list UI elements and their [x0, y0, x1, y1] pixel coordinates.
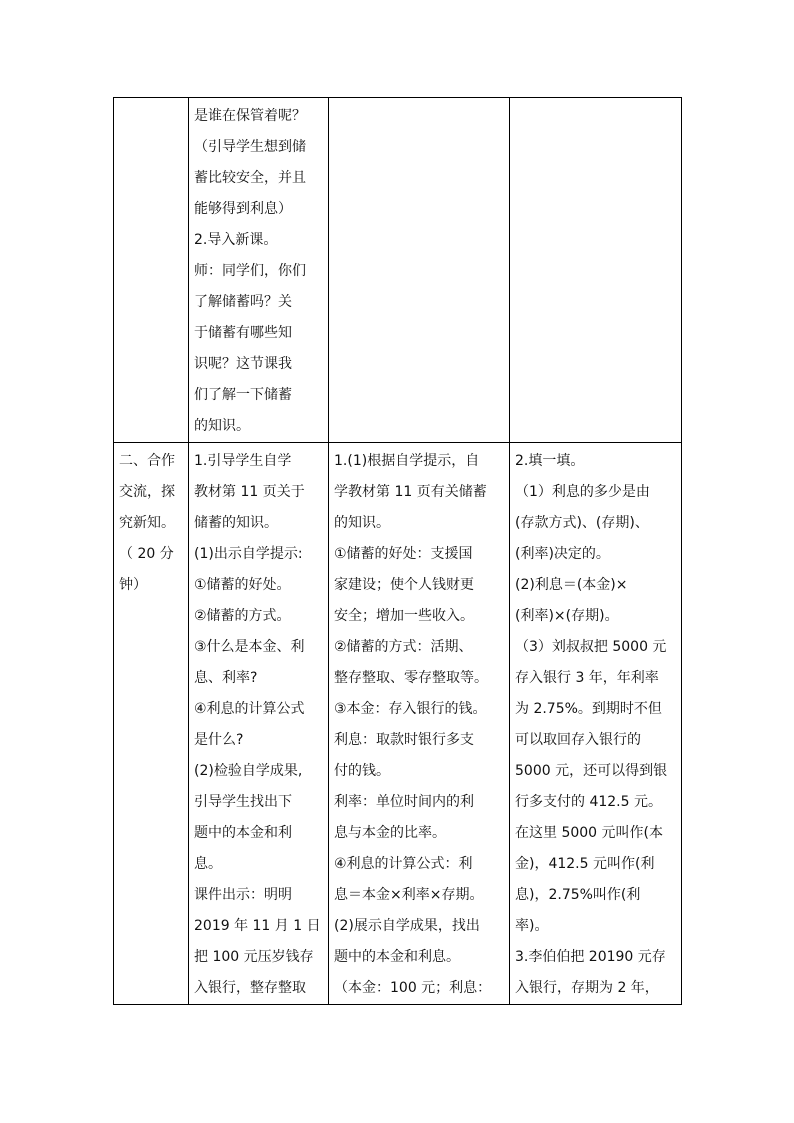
- cell-text-line: 5000 元，还可以得到银: [515, 763, 668, 779]
- cell-text-line: 安全；增加一些收入。: [334, 608, 474, 624]
- cell-text-line: 整存整取、零存整取等。: [334, 670, 488, 686]
- cell-text-line: (2)展示自学成果，找出: [334, 918, 480, 934]
- cell-text-line: 2.填一填。: [515, 453, 585, 469]
- cell-text-line: 行多支付的 412.5 元。: [515, 794, 662, 810]
- cell-text-line: ①储蓄的好处。: [194, 577, 291, 593]
- cell-text-line: 家建设；使个人钱财更: [334, 577, 474, 593]
- cell-text-line: 入银行，整存整取: [194, 980, 306, 996]
- cell-text-line: 入银行，存期为 2 年，: [515, 980, 659, 996]
- cell-text-line: 交流，探: [119, 484, 175, 500]
- cell-text-line: 钟）: [119, 577, 147, 593]
- cell-text-line: 教材第 11 页关于: [194, 484, 305, 500]
- cell-text-line: 师：同学们，你们: [194, 263, 306, 279]
- cell-text-line: 利息：取款时银行多支: [334, 732, 474, 748]
- exercise-cell: [510, 98, 682, 443]
- cell-text-line: (存款方式)、(存期)、: [515, 515, 649, 531]
- cell-text-line: 的知识。: [334, 515, 390, 531]
- cell-text-line: （1）利息的多少是由: [515, 484, 650, 500]
- cell-text-line: 的知识。: [194, 418, 250, 434]
- cell-text-line: 把 100 元压岁钱存: [194, 949, 314, 965]
- cell-text-line: 率)。: [515, 918, 549, 934]
- student-activity-cell: [329, 98, 510, 443]
- cell-text-line: 二、合作: [119, 453, 175, 469]
- cell-text-line: 1.(1)根据自学提示，自: [334, 453, 480, 469]
- cell-text-line: 3.李伯伯把 20190 元存: [515, 949, 666, 965]
- cell-text-line: 引导学生找出下: [194, 794, 292, 810]
- cell-text-line: 利率：单位时间内的利: [334, 794, 474, 810]
- cell-text-line: (2)利息＝(本金)×: [515, 577, 628, 593]
- cell-text-line: 息与本金的比率。: [334, 825, 446, 841]
- cell-text-line: ③什么是本金、利: [194, 639, 305, 655]
- cell-text-line: 息、利率?: [194, 670, 258, 686]
- cell-text-line: 储蓄的知识。: [194, 515, 278, 531]
- stage-cell: [114, 443, 189, 1005]
- cell-text-line: 是谁在保管着呢？: [194, 108, 306, 124]
- cell-text-line: (1)出示自学提示:: [194, 546, 303, 562]
- cell-text-line: 们了解一下储蓄: [194, 387, 292, 403]
- cell-text-line: 为 2.75%。到期时不但: [515, 701, 662, 717]
- cell-text-line: 能够得到利息）: [194, 201, 292, 217]
- cell-text-line: 题中的本金和利: [194, 825, 292, 841]
- cell-text-line: （3）刘叔叔把 5000 元: [515, 639, 667, 655]
- cell-text-line: 可以取回存入银行的: [515, 732, 641, 748]
- cell-text-line: 在这里 5000 元叫作(本: [515, 825, 663, 841]
- cell-text-line: （引导学生想到储: [194, 139, 306, 155]
- cell-text-line: 题中的本金和利息。: [334, 949, 460, 965]
- cell-text-line: ④利息的计算公式: [194, 701, 305, 717]
- cell-text-line: (利率)×(存期)。: [515, 608, 619, 624]
- cell-text-line: ②储蓄的方式。: [194, 608, 291, 624]
- cell-text-line: ③本金：存入银行的钱。: [334, 701, 487, 717]
- exercise-cell: [510, 443, 682, 1005]
- cell-text-line: 识呢？这节课我: [194, 356, 292, 372]
- cell-text-line: 是什么?: [194, 732, 244, 748]
- cell-text-line: 息。: [194, 856, 222, 872]
- cell-text-line: 课件出示：明明: [194, 887, 292, 903]
- cell-text-line: 金)，412.5 元叫作(利: [515, 856, 655, 872]
- table-row: [114, 443, 682, 1005]
- teacher-activity-cell: [189, 98, 329, 443]
- cell-text-line: 究新知。: [119, 515, 175, 531]
- cell-text-line: ①储蓄的好处：支援国: [334, 546, 473, 562]
- cell-text-line: 2019 年 11 月 1 日: [194, 918, 321, 934]
- cell-text-line: (2)检验自学成果,: [194, 763, 303, 779]
- cell-text-line: 学教材第 11 页有关储蓄: [334, 484, 487, 500]
- cell-text-line: 息)，2.75%叫作(利: [515, 887, 641, 903]
- table-row: [114, 98, 682, 443]
- cell-text-line: 存入银行 3 年，年利率: [515, 670, 659, 686]
- lesson-plan-table: [113, 97, 682, 1005]
- cell-text-line: （本金：100 元；利息：: [334, 980, 492, 996]
- cell-text-line: 蓄比较安全，并且: [194, 170, 306, 186]
- cell-text-line: ④利息的计算公式：利: [334, 856, 473, 872]
- cell-text-line: (利率)决定的。: [515, 546, 610, 562]
- cell-text-line: ②储蓄的方式：活期、: [334, 639, 473, 655]
- cell-text-line: 了解储蓄吗？关: [194, 294, 292, 310]
- cell-text-line: 2.导入新课。: [194, 232, 278, 248]
- cell-text-line: （ 20 分: [119, 546, 174, 562]
- cell-text-line: 于储蓄有哪些知: [194, 325, 292, 341]
- cell-text-line: 1.引导学生自学: [194, 453, 292, 469]
- student-activity-cell: [329, 443, 510, 1005]
- cell-text-line: 付的钱。: [334, 763, 390, 779]
- teacher-activity-cell: [189, 443, 329, 1005]
- cell-text-line: 息＝本金×利率×存期。: [334, 887, 484, 903]
- stage-cell: [114, 98, 189, 443]
